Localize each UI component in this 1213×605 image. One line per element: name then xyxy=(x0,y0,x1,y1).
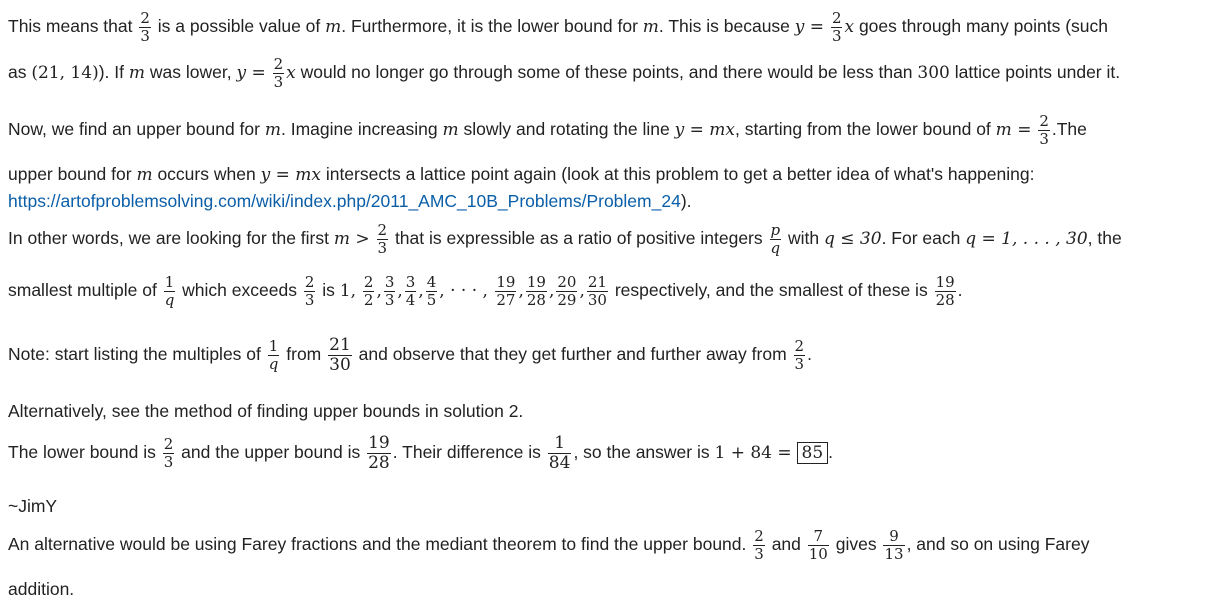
text: which exceeds xyxy=(182,280,297,301)
text: gives xyxy=(835,534,877,555)
math-expr: q = 1, . . . , 30 xyxy=(965,229,1088,250)
multiple-fraction: $\frac{19}{28}$ xyxy=(526,273,546,309)
author-line xyxy=(8,496,57,517)
fraction: $\frac{2}{3}$ xyxy=(140,9,150,45)
text: is xyxy=(322,280,335,301)
text: ). xyxy=(680,191,692,211)
fraction: $\frac{2}{3}$ xyxy=(273,55,284,91)
fraction: $\frac{2}{3}$ xyxy=(377,221,388,257)
comma: , xyxy=(376,281,382,302)
text: slowly and rotating the line xyxy=(463,119,670,140)
text: that is expressible as a ratio of positive integers xyxy=(394,228,763,249)
comma: , xyxy=(579,281,585,302)
comma: , xyxy=(439,281,445,302)
math-expr: m > xyxy=(333,229,370,250)
fraction: $\frac{1}{q}$ xyxy=(268,337,279,373)
p5-line xyxy=(8,401,523,422)
text: This means that xyxy=(8,16,133,37)
multiple-fraction: $\frac{20}{29}$ xyxy=(557,273,577,309)
math-number: 1, xyxy=(339,281,357,302)
fraction: $\frac{19}{28}$ xyxy=(935,273,955,309)
multiple-fraction: $\frac{19}{27}$ xyxy=(496,273,516,309)
math-var: x xyxy=(286,63,296,84)
math-var: m xyxy=(128,63,145,84)
math-expr: m = xyxy=(995,120,1032,141)
text: Alternatively, see the method of finding upper bounds in solution 2. xyxy=(8,401,524,421)
p7-line2 xyxy=(8,579,74,600)
text: Note: start listing the multiples of xyxy=(8,344,261,365)
text: In other words, we are looking for the first xyxy=(8,228,329,249)
text: would no longer go through some of these points, and there would be less than xyxy=(300,62,913,83)
text: . Furthermore, it is the lower bound for xyxy=(341,16,638,37)
fraction: $\frac{1}{q}$ xyxy=(164,273,175,309)
text: . For each xyxy=(881,228,961,249)
math-var: m xyxy=(325,17,342,38)
text: from xyxy=(286,344,322,365)
text: lattice points under it. xyxy=(954,62,1121,83)
text: Now, we find an upper bound for xyxy=(8,119,260,140)
p3-line2: smallest multiple of $\frac{1}{q}$ which exceeds $\frac{2}{3}$ is 1, $\frac{2}{2}$ , $\frac{3}{3}$ , $\frac{3}{4}$ , $\frac{4}{5}$ , · · · , $\frac{19}{27}$ , $\frac{19}{28}$ , $\frac{20}{29}$ , $\frac{21}{30}$ respectively, and the smallest of these is $\frac{19}{28}$ . xyxy=(8,273,963,309)
p2-line1 xyxy=(8,113,1087,148)
fraction: $\frac{1}{84}$ xyxy=(548,433,571,473)
p2-line2 xyxy=(8,164,1034,185)
text: , the xyxy=(1087,228,1122,249)
author: ~JimY xyxy=(8,496,58,516)
text: and observe that they get further and further away from xyxy=(358,344,787,365)
p4-line: Note: start listing the multiples of $\frac{1}{q}$ from $\frac{21}{30}$ and observe that they get further and further away from $\frac{2}{3}$ . xyxy=(8,335,812,375)
math-var: m xyxy=(642,17,659,38)
text: and the upper bound is xyxy=(181,442,361,463)
text: respectively, and the smallest of these is xyxy=(614,280,928,301)
text: , and so on using Farey xyxy=(906,534,1090,555)
math-expr: q ≤ 30 xyxy=(824,229,882,250)
text: was lower, xyxy=(149,62,232,83)
text: .The xyxy=(1051,119,1087,140)
text: intersects a lattice point again (look at this problem to get a better idea of what's happening: xyxy=(325,164,1035,184)
p3-line1 xyxy=(8,222,1122,257)
p1-line2 xyxy=(8,56,1120,91)
multiple-fraction: $\frac{21}{30}$ xyxy=(587,273,607,309)
p2-line3 xyxy=(8,191,692,212)
text: The lower bound is xyxy=(8,442,156,463)
text: upper bound for xyxy=(8,164,132,184)
multiples-list xyxy=(361,273,610,309)
text: as xyxy=(8,62,27,83)
fraction: $\frac{2}{3}$ xyxy=(794,337,805,373)
comma: , xyxy=(397,281,403,302)
math-expr: 1 + 84 = xyxy=(714,443,792,464)
answer-box: 85 xyxy=(797,442,829,464)
text: . Their difference is xyxy=(392,442,541,463)
math-var: m xyxy=(136,165,153,185)
math-var: x xyxy=(844,17,855,38)
multiple-fraction: $\frac{4}{5}$ xyxy=(426,273,437,309)
math-expr: y = mx xyxy=(674,120,735,141)
comma: , xyxy=(418,281,424,302)
multiple-fraction: $\frac{3}{4}$ xyxy=(405,273,416,309)
text: , starting from the lower bound of xyxy=(734,119,991,140)
fraction: $\frac{p}{q}$ xyxy=(770,221,781,257)
text: An alternative would be using Farey fractions and the mediant theorem to find the upper bound. xyxy=(8,534,747,555)
p1-line1 xyxy=(8,10,1108,45)
text: , so the answer is xyxy=(573,442,710,463)
fraction: $\frac{7}{10}$ xyxy=(808,527,828,563)
ellipsis: · · · , xyxy=(444,281,494,302)
fraction: $\frac{19}{28}$ xyxy=(368,433,390,473)
text: smallest multiple of xyxy=(8,280,157,301)
fraction: $\frac{9}{13}$ xyxy=(884,527,904,563)
math-number: 300 xyxy=(917,63,950,84)
math-expr: y = xyxy=(236,63,266,84)
text: ). If xyxy=(98,62,124,83)
text: and xyxy=(771,534,801,555)
text: goes through many points (such xyxy=(858,16,1108,37)
multiple-fraction: $\frac{2}{2}$ xyxy=(363,273,374,309)
math-var: m xyxy=(442,120,459,141)
text: occurs when xyxy=(157,164,256,184)
p7-line1 xyxy=(8,528,1089,563)
problem-link[interactable]: https://artofproblemsolving.com/wiki/index.php/2011_AMC_10B_Problems/Problem_24 xyxy=(8,191,681,211)
p6-line: The lower bound is $\frac{2}{3}$ and the upper bound is $\frac{19}{28}$ . Their difference is $\frac{1}{84}$ , so the answer is 1 + 84 = 85 . xyxy=(8,433,834,473)
math-expr: y = xyxy=(794,17,825,38)
fraction: $\frac{21}{30}$ xyxy=(329,335,351,375)
math-expr: y = mx xyxy=(260,165,321,185)
fraction: $\frac{2}{3}$ xyxy=(754,527,764,563)
multiple-fraction: $\frac{3}{3}$ xyxy=(384,273,395,309)
comma: , xyxy=(548,281,555,302)
text: . Imagine increasing xyxy=(280,119,438,140)
text: addition. xyxy=(8,579,75,599)
math-expr: (21, 14) xyxy=(31,63,99,84)
text: . This is because xyxy=(658,16,790,37)
text: is a possible value of xyxy=(157,16,321,37)
fraction: $\frac{2}{3}$ xyxy=(831,9,842,45)
text: with xyxy=(788,228,820,249)
fraction: $\frac{2}{3}$ xyxy=(1039,112,1049,148)
comma: , xyxy=(518,281,524,302)
math-var: m xyxy=(264,120,281,141)
fraction: $\frac{2}{3}$ xyxy=(304,273,315,309)
fraction: $\frac{2}{3}$ xyxy=(163,435,174,471)
